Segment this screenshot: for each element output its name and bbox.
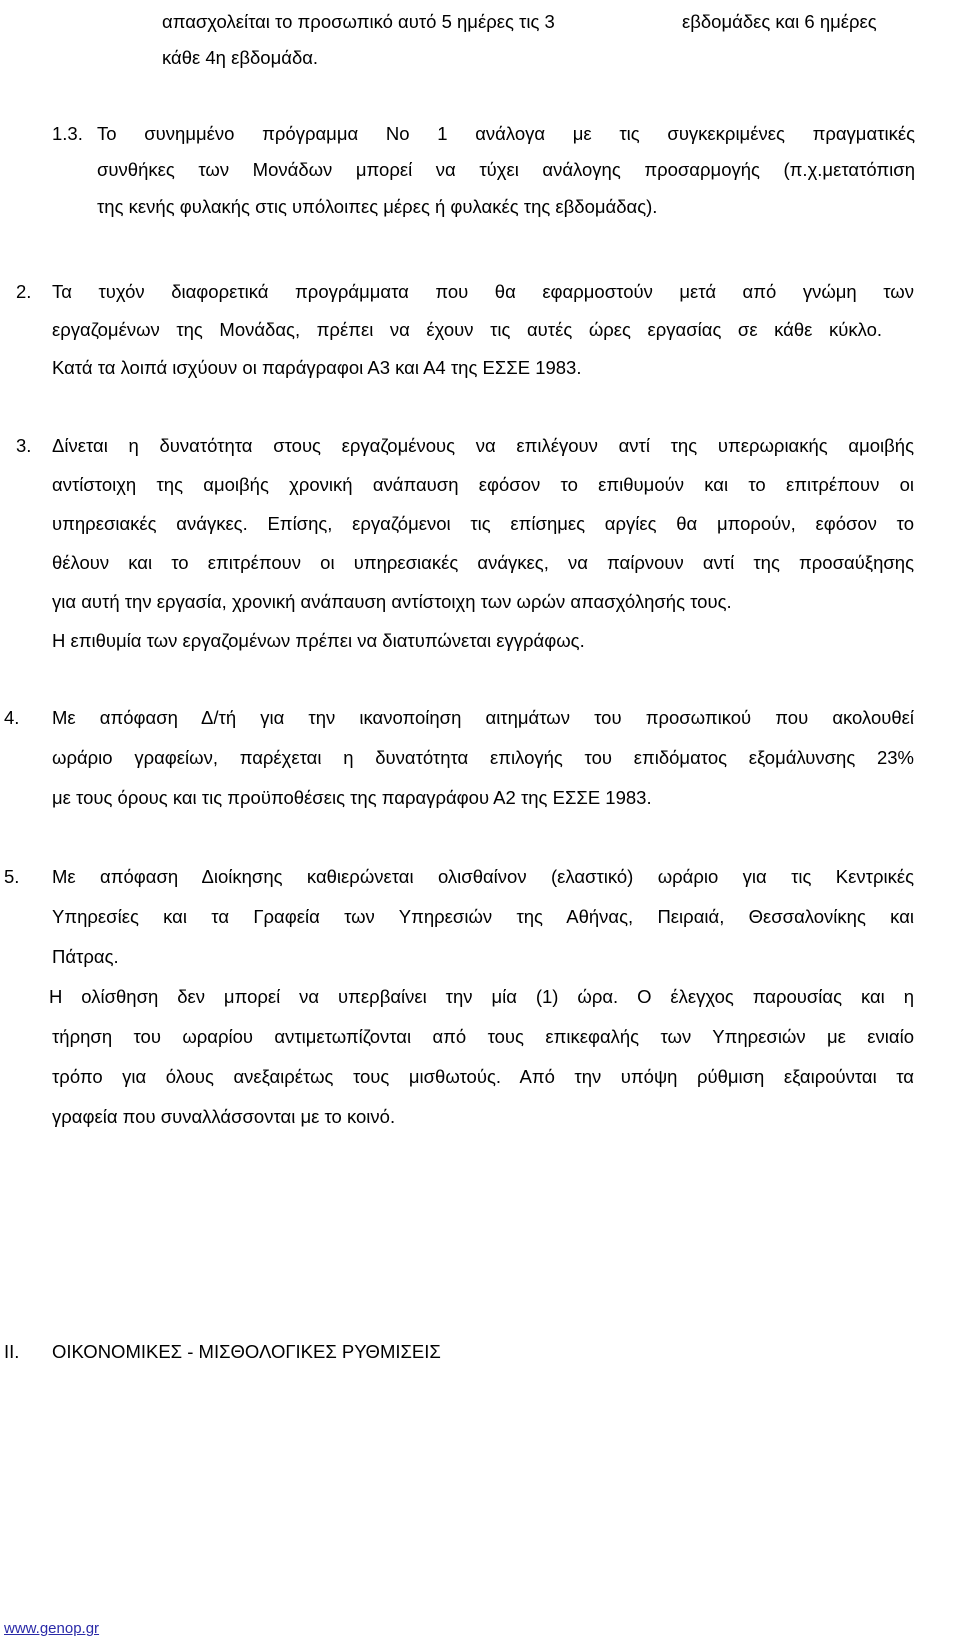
paragraph-1-3-line: της κενής φυλακής στις υπόλοιπες μέρες ή φυλακές της εβδομάδας). [97,196,658,217]
paragraph-2-number: 2. [16,281,32,302]
paragraph-5-line: Υπηρεσίες και τα Γραφεία των Υπηρεσιών της Αθήνας, Πειραιά, Θεσσαλονίκης και [52,906,914,927]
paragraph-5-line: τρόπο για όλους ανεξαιρέτως τους μισθωτούς. Από την υπόψη ρύθμιση εξαιρούνται τα [52,1066,914,1087]
paragraph-5-line: γραφεία που συναλλάσσονται με το κοινό. [52,1106,396,1127]
paragraph-4-line: με τους όρους και τις προϋποθέσεις της παραγράφου Α2 της ΕΣΣΕ 1983. [52,787,652,808]
intro-line-2: κάθε 4η εβδομάδα. [162,47,319,68]
paragraph-5-number: 5. [4,866,20,887]
paragraph-1-3-line: Το συνημμένο πρόγραμμα Νο 1 ανάλογα με τις συγκεκριμένες πραγματικές [97,123,915,144]
paragraph-4-line: ωράριο γραφείων, παρέχεται η δυνατότητα επιλογής του επιδόματος εξομάλυνσης 23% [52,747,914,768]
paragraph-3-line: για αυτή την εργασία, χρονική ανάπαυση αντίστοιχη των ωρών απασχόλησής τους. [52,591,732,612]
paragraph-1-3-number: 1.3. [52,123,83,144]
paragraph-5-line: τήρηση του ωραρίου αντιμετωπίζονται από τους επικεφαλής των Υπηρεσιών με ενιαίο [52,1026,914,1047]
footer-website-link[interactable]: www.genop.gr [4,1620,100,1637]
paragraph-3-line: θέλουν και το επιτρέπουν οι υπηρεσιακές ανάγκες, να παίρνουν αντί της προσαύξησης [52,552,914,573]
section-number: ΙΙ. [4,1341,20,1362]
paragraph-4-line: Με απόφαση Δ/τή για την ικανοποίηση αιτημάτων του προσωπικού που ακολουθεί [52,707,914,728]
section-title: ΟΙΚΟΝΟΜΙΚΕΣ - ΜΙΣΘΟΛΟΓΙΚΕΣ ΡΥΘΜΙΣΕΙΣ [52,1341,441,1362]
paragraph-1-3-line: συνθήκες των Μονάδων μπορεί να τύχει ανάλογης προσαρμογής (π.χ.μετατόπιση [97,159,915,180]
paragraph-3-line: Η επιθυμία των εργαζομένων πρέπει να διατυπώνεται εγγράφως. [52,630,585,651]
paragraph-2-line: Τα τυχόν διαφορετικά προγράμματα που θα εφαρμοστούν μετά από γνώμη των [52,281,914,302]
paragraph-3-line: Δίνεται η δυνατότητα στους εργαζομένους να επιλέγουν αντί της υπερωριακής αμοιβής [52,435,914,456]
paragraph-5-line: Η ολίσθηση δεν μπορεί να υπερβαίνει την μία (1) ώρα. Ο έλεγχος παρουσίας και η [49,986,914,1007]
paragraph-3-line: υπηρεσιακές ανάγκες. Επίσης, εργαζόμενοι τις επίσημες αργίες θα μπορούν, εφόσον το [52,513,914,534]
intro-line-1-left: απασχολείται το προσωπικό αυτό 5 ημέρες τις 3 [162,11,555,32]
intro-line-1-right: εβδομάδες και 6 ημέρες [682,11,877,32]
paragraph-3-line: αντίστοιχη της αμοιβής χρονική ανάπαυση εφόσον το επιθυμούν και το επιτρέπουν οι [52,474,914,495]
paragraph-5-line: Με απόφαση Διοίκησης καθιερώνεται ολισθαίνον (ελαστικό) ωράριο για τις Κεντρικές [52,866,914,887]
paragraph-2-line: Κατά τα λοιπά ισχύουν οι παράγραφοι Α3 και Α4 της ΕΣΣΕ 1983. [52,357,582,378]
paragraph-5-line: Πάτρας. [52,946,119,967]
paragraph-3-number: 3. [16,435,32,456]
paragraph-2-line: εργαζομένων της Μονάδας, πρέπει να έχουν τις αυτές ώρες εργασίας σε κάθε κύκλο. [52,319,882,340]
paragraph-4-number: 4. [4,707,20,728]
